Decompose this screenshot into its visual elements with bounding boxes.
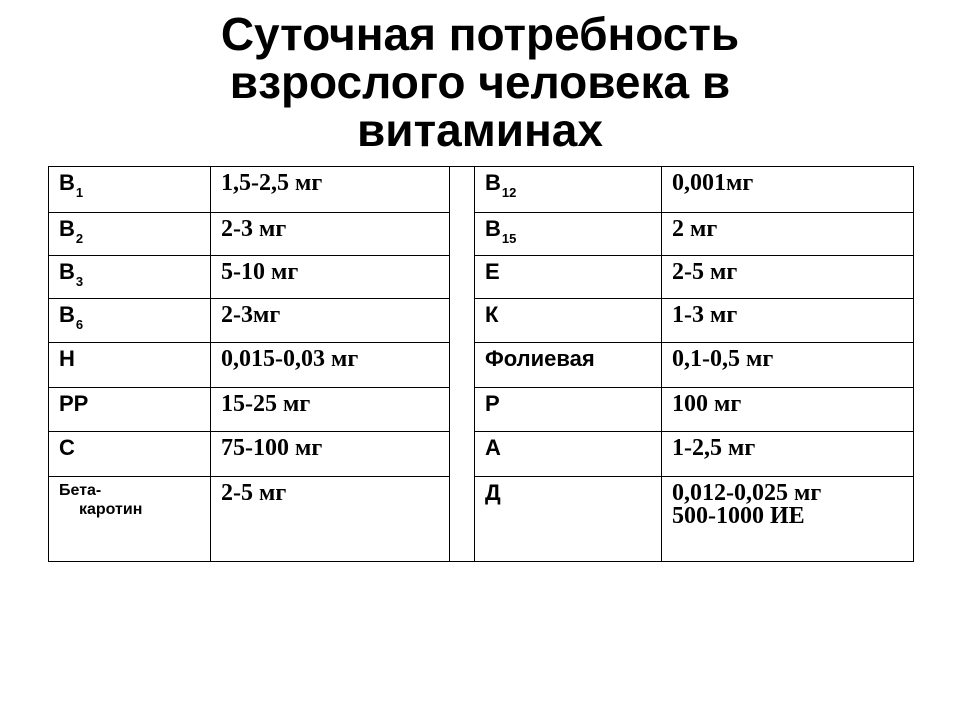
vitamin-name-cell bbox=[475, 299, 662, 343]
vitamin-name: В bbox=[59, 259, 75, 284]
vitamin-value: 1-3 мг bbox=[662, 299, 914, 343]
vitamin-name: Р bbox=[485, 391, 500, 416]
vitamin-value: 15-25 мг bbox=[211, 388, 450, 432]
column-divider bbox=[450, 213, 475, 256]
vitamin-value: 2-3мг bbox=[211, 299, 450, 343]
vitamin-name-cell bbox=[49, 256, 211, 299]
vitamin-name-cell bbox=[49, 213, 211, 256]
vitamin-value: 5-10 мг bbox=[211, 256, 450, 299]
vitamin-name-line-2: каротин bbox=[79, 501, 143, 518]
vitamin-value: 1-2,5 мг bbox=[662, 432, 914, 477]
vitamin-name-cell bbox=[49, 343, 211, 388]
vitamin-value-cell bbox=[662, 477, 914, 562]
vitamin-subscript: 12 bbox=[501, 185, 517, 200]
vitamin-name-cell bbox=[475, 343, 662, 388]
vitamin-name-cell bbox=[49, 432, 211, 477]
table-row bbox=[49, 343, 914, 388]
vitamin-value: 2-3 мг bbox=[211, 213, 450, 256]
vitamin-name: Фолиевая bbox=[485, 346, 595, 371]
vitamin-name-cell bbox=[49, 167, 211, 213]
table-row bbox=[49, 388, 914, 432]
table-row bbox=[49, 299, 914, 343]
vitamin-name: Д bbox=[485, 480, 501, 505]
vitamin-name-cell bbox=[475, 388, 662, 432]
vitamin-value: 0,001мг bbox=[662, 167, 914, 213]
vitamin-value: 75-100 мг bbox=[211, 432, 450, 477]
vitamin-value: 2-5 мг bbox=[211, 477, 450, 562]
vitamin-subscript: 2 bbox=[75, 231, 84, 246]
vitamin-value: 0,015-0,03 мг bbox=[211, 343, 450, 388]
vitamin-name: А bbox=[485, 435, 501, 460]
vitamin-subscript: 15 bbox=[501, 231, 517, 246]
vitamin-name-cell bbox=[49, 477, 211, 562]
column-divider bbox=[450, 388, 475, 432]
title-line-2: взрослого человека в bbox=[229, 56, 731, 108]
vitamin-value: 0,1-0,5 мг bbox=[662, 343, 914, 388]
column-divider bbox=[450, 432, 475, 477]
vitamin-name: Н bbox=[59, 346, 75, 371]
vitamin-subscript: 6 bbox=[75, 317, 84, 332]
vitamin-name: В bbox=[485, 170, 501, 195]
title-line-1: Суточная потребность bbox=[220, 8, 740, 60]
vitamin-name-cell bbox=[475, 256, 662, 299]
vitamin-name-line-1: Бета- bbox=[59, 482, 102, 499]
vitamin-value: 2 мг bbox=[662, 213, 914, 256]
vitamin-name-cell bbox=[475, 167, 662, 213]
vitamin-name-cell bbox=[475, 432, 662, 477]
vitamin-name: В bbox=[59, 216, 75, 241]
vitamin-name: В bbox=[485, 216, 501, 241]
vitamin-subscript: 3 bbox=[75, 274, 84, 289]
vitamin-value: 100 мг bbox=[662, 388, 914, 432]
vitamin-name: В bbox=[59, 302, 75, 327]
vitamin-name: К bbox=[485, 302, 499, 327]
table-row bbox=[49, 432, 914, 477]
column-divider bbox=[450, 167, 475, 213]
vitamin-value: 2-5 мг bbox=[662, 256, 914, 299]
table-row bbox=[49, 477, 914, 562]
column-divider bbox=[450, 299, 475, 343]
table-row bbox=[49, 256, 914, 299]
title-line-3: витаминах bbox=[357, 104, 603, 156]
vitamin-name-cell bbox=[49, 388, 211, 432]
table-row bbox=[49, 213, 914, 256]
vitamin-table bbox=[48, 166, 914, 562]
table-row bbox=[49, 167, 914, 213]
vitamin-name-cell bbox=[475, 477, 662, 562]
vitamin-value-line-2: 500-1000 ИЕ bbox=[672, 503, 805, 529]
vitamin-subscript: 1 bbox=[75, 185, 84, 200]
column-divider bbox=[450, 256, 475, 299]
vitamin-value-line-1: 0,012-0,025 мг bbox=[672, 480, 822, 506]
vitamin-name: РР bbox=[59, 391, 89, 416]
column-divider bbox=[450, 477, 475, 562]
slide-title bbox=[60, 10, 900, 154]
vitamin-value: 1,5-2,5 мг bbox=[211, 167, 450, 213]
column-divider bbox=[450, 343, 475, 388]
vitamin-name: С bbox=[59, 435, 75, 460]
vitamin-name: Е bbox=[485, 259, 500, 284]
vitamin-name-cell bbox=[49, 299, 211, 343]
vitamin-name: В bbox=[59, 170, 75, 195]
vitamin-name-cell bbox=[475, 213, 662, 256]
